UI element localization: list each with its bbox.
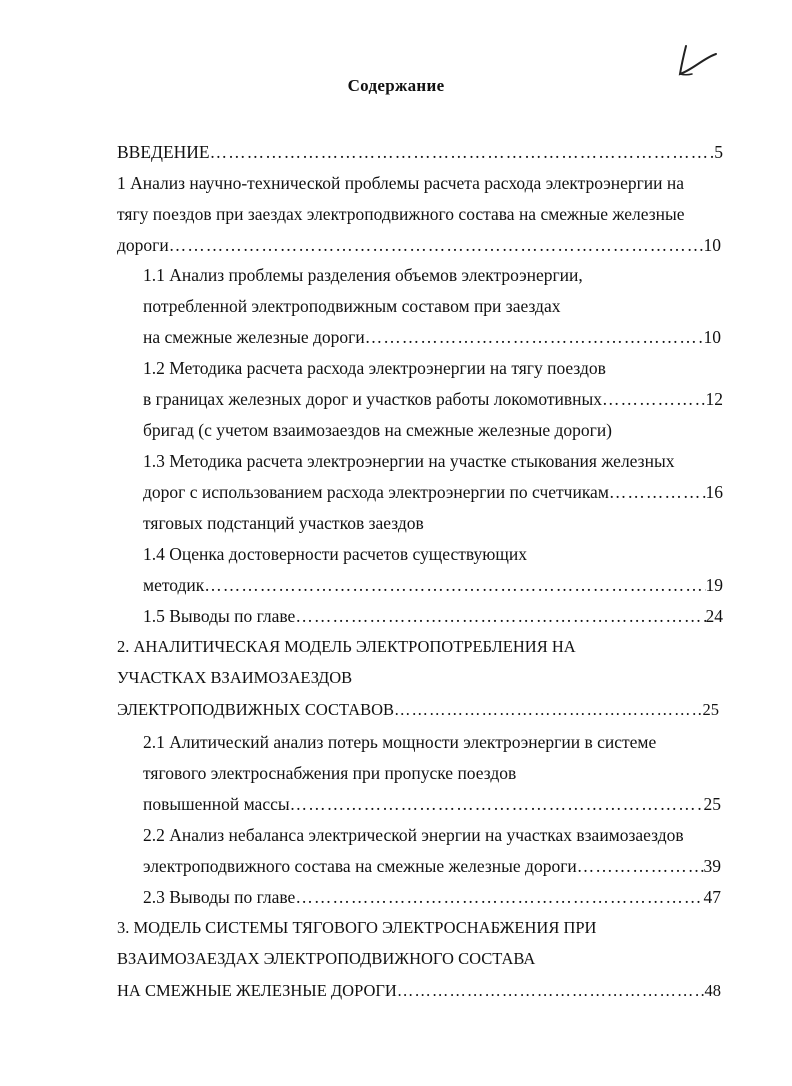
- page-title: Содержание: [347, 76, 445, 95]
- toc-dot-leader: [397, 980, 705, 1002]
- toc-dot-leader: [365, 326, 704, 348]
- toc-page-number: 48: [704, 981, 721, 1000]
- toc-page-number: 24: [705, 606, 723, 626]
- toc-entry-text: ВЗАИМОЗАЕЗДАХ ЭЛЕКТРОПОДВИЖНОГО СОСТАВА: [117, 949, 536, 968]
- toc-entry-text: 1.4 Оценка достоверности расчетов существующих: [143, 544, 527, 564]
- toc-entry-text: потребленной электроподвижным составом при заездах: [143, 296, 561, 316]
- toc-entry-text: 1.5 Выводы по главе: [143, 606, 296, 626]
- toc-entry-text: бригад (с учетом взаимозаездов на смежные железные дороги): [143, 420, 613, 440]
- toc-dot-leader: [295, 886, 703, 908]
- toc-entry-text: ВВЕДЕНИЕ: [117, 142, 210, 162]
- toc-dot-leader: [169, 234, 704, 256]
- toc-entry-1-4: [143, 574, 723, 596]
- toc-entry-text: дороги: [117, 235, 169, 255]
- toc-entry-text: 2.2 Анализ небаланса электрической энергии на участках взаимозаездов: [143, 825, 684, 845]
- toc-entry-text: УЧАСТКАХ ВЗАИМОЗАЕЗДОВ: [117, 668, 353, 687]
- toc-entry-text: 1.2 Методика расчета расхода электроэнергии на тягу поездов: [143, 358, 606, 378]
- toc-entry-text: 2.3 Выводы по главе: [143, 887, 296, 907]
- toc-entry-text: 2. АНАЛИТИЧЕСКАЯ МОДЕЛЬ ЭЛЕКТРОПОТРЕБЛЕНИЯ НА: [117, 637, 576, 656]
- toc-entry-chapter-3: [117, 980, 721, 1002]
- toc-entry-1-1: [143, 326, 721, 348]
- toc-entry-text: электроподвижного состава на смежные железные дороги: [143, 856, 577, 876]
- toc-dot-leader: [394, 699, 702, 721]
- toc-entry-text: 3. МОДЕЛЬ СИСТЕМЫ ТЯГОВОГО ЭЛЕКТРОСНАБЖЕНИЯ ПРИ: [117, 918, 597, 937]
- toc-page-number: 12: [705, 389, 723, 409]
- toc-entry-text: повышенной массы: [143, 794, 290, 814]
- toc-entry-text: дорог с использованием расхода электроэнергии по счетчикам: [143, 482, 609, 502]
- toc-entry-text: тяговых подстанций участков заездов: [143, 513, 424, 533]
- toc-entry-2-2: [143, 855, 721, 877]
- toc-entry-1-5: [143, 605, 723, 627]
- toc-entry-text: тягового электроснабжения при пропуске поездов: [143, 763, 517, 783]
- toc-page-number: 19: [705, 575, 723, 595]
- handwritten-mark-icon: [672, 42, 720, 80]
- toc-dot-leader: [602, 388, 706, 410]
- toc-page-number: 39: [703, 856, 721, 876]
- toc-entry-text: ЭЛЕКТРОПОДВИЖНЫХ СОСТАВОВ: [117, 700, 395, 719]
- toc-dot-leader: [210, 141, 715, 163]
- toc-page-number: 25: [702, 700, 719, 719]
- toc-dot-leader: [204, 574, 705, 596]
- toc-entry-text: на смежные железные дороги: [143, 327, 365, 347]
- toc-page-number: 47: [703, 887, 721, 907]
- toc-entry-text: 1.3 Методика расчета электроэнергии на участке стыкования железных: [143, 451, 675, 471]
- toc-dot-leader: [609, 481, 706, 503]
- toc-page-number: 10: [703, 327, 721, 347]
- toc-entry-2-1: [143, 793, 721, 815]
- toc-entry-2-3: [143, 886, 721, 908]
- toc-page-number: 25: [703, 794, 721, 814]
- toc-entry-text: НА СМЕЖНЫЕ ЖЕЛЕЗНЫЕ ДОРОГИ: [117, 981, 397, 1000]
- toc-entry-introduction: [117, 141, 723, 163]
- toc-entry-text: 1 Анализ научно-технической проблемы расчета расхода электроэнергии на: [117, 173, 685, 193]
- toc-entry-chapter-2: [117, 699, 719, 721]
- toc-dot-leader: [577, 855, 704, 877]
- toc-dot-leader: [290, 793, 704, 815]
- toc-entry-text: тягу поездов при заездах электроподвижного состава на смежные железные: [117, 204, 685, 224]
- toc-entry-text: 2.1 Алитический анализ потерь мощности электроэнергии в системе: [143, 732, 657, 752]
- toc-entry-chapter-1: [117, 234, 721, 256]
- toc-entry-text: 1.1 Анализ проблемы разделения объемов электроэнергии,: [143, 265, 583, 285]
- toc-page-number: 16: [705, 482, 723, 502]
- toc-page-number: 10: [703, 235, 721, 255]
- toc-entry-1-2: [143, 388, 723, 410]
- toc-entry-1-3: [143, 481, 723, 503]
- toc-page-number: 5: [714, 142, 723, 162]
- toc-entry-text: в границах железных дорог и участков работы локомотивных: [143, 389, 602, 409]
- toc-dot-leader: [295, 605, 705, 627]
- toc-entry-text: методик: [143, 575, 205, 595]
